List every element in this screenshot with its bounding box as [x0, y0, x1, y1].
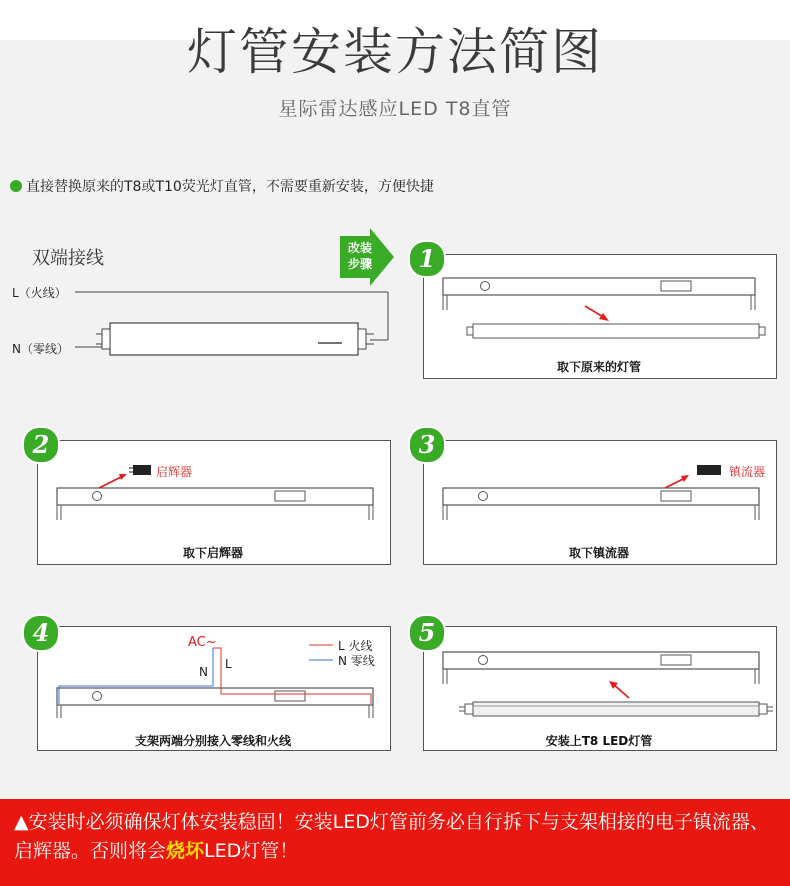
- neutral-wire-label: N（零线）: [12, 342, 69, 356]
- steps-arrow-line2: 步骤: [347, 257, 372, 271]
- step-4-number-badge: 4: [22, 614, 60, 652]
- ac-label: AC~: [188, 635, 217, 650]
- wiring-heading: 双端接线: [32, 248, 104, 269]
- warning-text-part1: ▲安装时必须确保灯体安装稳固！安装LED灯管前务必自行拆下与支架相接的电子镇流器、启辉器。否则将会: [14, 811, 769, 862]
- ballast-label: 镇流器: [729, 465, 766, 479]
- page-subtitle: 星际雷达感应LED T8直管: [278, 98, 512, 120]
- step-5-number-badge: 5: [408, 614, 446, 652]
- warning-text-part2: LED灯管！: [204, 840, 299, 862]
- step-5-caption: 安装上T8 LED灯管: [545, 734, 653, 748]
- step-1-caption: 取下原来的灯管: [556, 360, 641, 374]
- step-3-number-badge: 3: [408, 426, 446, 464]
- bullet-dot-icon: [10, 180, 22, 192]
- step-3-caption: 取下镇流器: [568, 546, 629, 560]
- legend-live: L 火线: [338, 639, 373, 653]
- steps-arrow-line1: 改装: [347, 241, 372, 255]
- page-title: 灯管安装方法简图: [187, 23, 603, 81]
- warning-text: [14, 808, 784, 866]
- intro-text: 直接替换原来的T8或T10荧光灯直管，不需要重新安装，方便快捷: [26, 179, 434, 195]
- step-2-number-badge: 2: [22, 426, 60, 464]
- l-wire-tag: L: [225, 657, 232, 671]
- steps-arrow-text: [344, 240, 376, 272]
- legend-neutral: N 零线: [338, 654, 375, 668]
- step-2-caption: 取下启辉器: [182, 546, 243, 560]
- step-4-caption: 支架两端分别接入零线和火线: [134, 734, 291, 748]
- intro-line: [10, 176, 434, 196]
- warning-highlight: 烧坏: [166, 840, 205, 862]
- step-1-number-badge: 1: [408, 240, 446, 278]
- starter-label: 启辉器: [156, 465, 193, 479]
- live-wire-label: L（火线）: [12, 286, 67, 300]
- n-wire-tag: N: [199, 665, 208, 679]
